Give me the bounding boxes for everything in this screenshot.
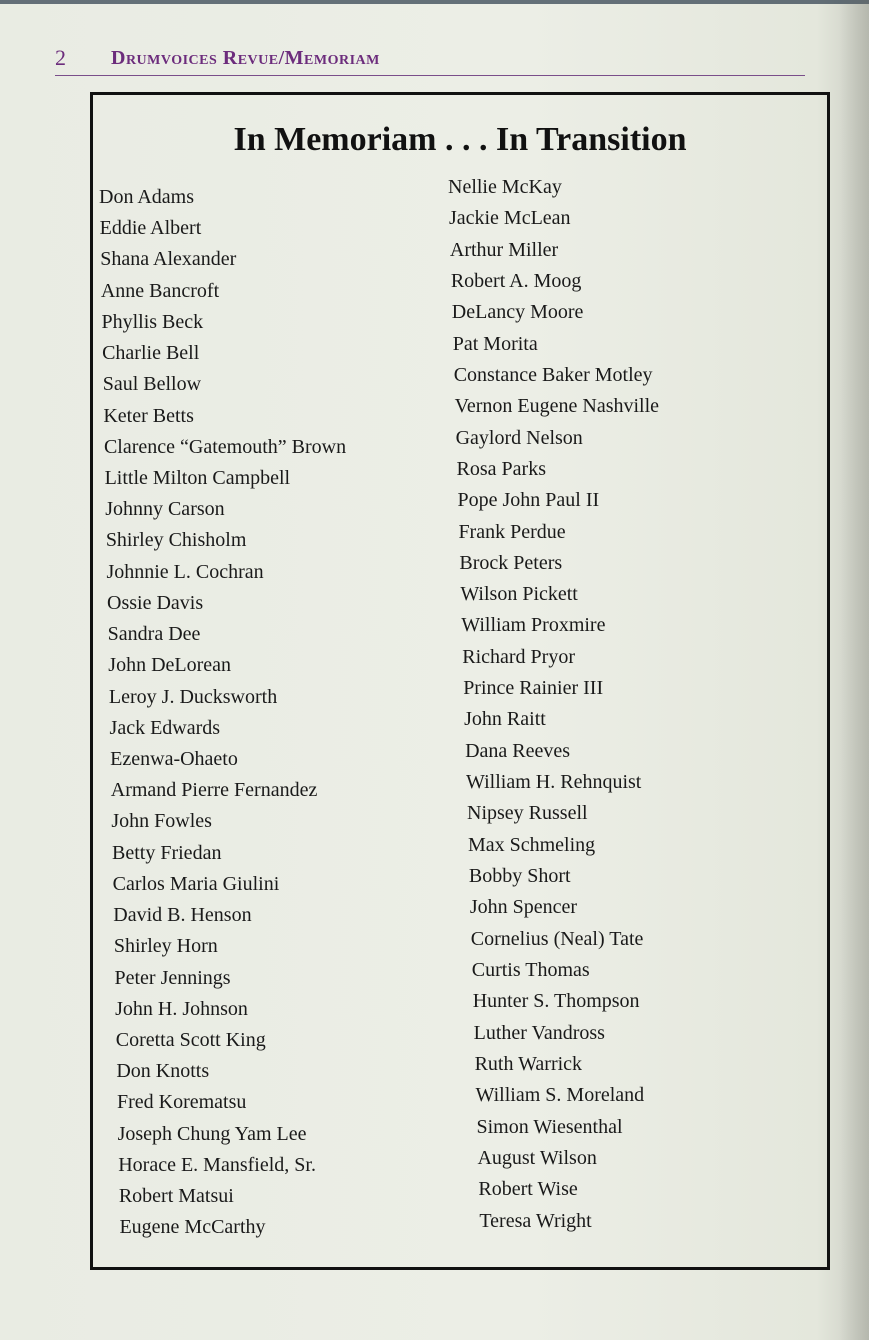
memoriam-name: John H. Johnson (115, 997, 248, 1020)
memoriam-name: Ezenwa-Ohaeto (110, 747, 238, 770)
memoriam-name: Johnny Carson (105, 498, 225, 521)
memoriam-name: Johnnie L. Cochran (106, 560, 264, 583)
memoriam-name: DeLancy Moore (451, 301, 584, 324)
memoriam-name: Constance Baker Motley (453, 363, 653, 386)
memoriam-name: John Fowles (111, 810, 212, 833)
memoriam-name: Prince Rainier III (463, 677, 604, 700)
memoriam-name: Robert Matsui (118, 1185, 234, 1208)
page-top-edge (0, 0, 869, 4)
memoriam-name: Joseph Chung Yam Lee (117, 1122, 307, 1145)
memoriam-name: Ossie Davis (107, 591, 204, 614)
memoriam-name: Brock Peters (459, 551, 563, 574)
memoriam-name: Simon Wiesenthal (476, 1115, 623, 1138)
memoriam-name: Coretta Scott King (115, 1028, 266, 1051)
memoriam-name: Carlos Maria Giulini (112, 872, 280, 895)
memoriam-name: Shana Alexander (100, 248, 237, 271)
memoriam-name: William H. Rehnquist (466, 771, 642, 794)
running-head (55, 37, 805, 76)
memoriam-name: Anne Bancroft (100, 279, 220, 302)
memoriam-name: Richard Pryor (462, 645, 576, 668)
memoriam-name: Keter Betts (103, 404, 194, 427)
memoriam-name: Jackie McLean (448, 207, 571, 230)
memoriam-name: Armand Pierre Fernandez (110, 779, 318, 802)
journal-title: Drumvoices Revue/Memoriam (111, 47, 380, 69)
memoriam-name: William S. Moreland (475, 1084, 645, 1107)
memoriam-name: Saul Bellow (102, 373, 202, 396)
memoriam-name: Arthur Miller (449, 238, 559, 261)
memoriam-name: Pat Morita (452, 332, 538, 355)
memoriam-name: Jack Edwards (109, 716, 221, 739)
memoriam-name: Horace E. Mansfield, Sr. (118, 1153, 316, 1176)
memoriam-name: Vernon Eugene Nashville (454, 395, 660, 418)
memoriam-name: Nellie McKay (448, 176, 562, 198)
memoriam-name: August Wilson (477, 1146, 597, 1169)
page-binding-shadow (839, 0, 869, 1340)
memoriam-box (90, 92, 830, 1270)
memoriam-name: Pope John Paul II (457, 489, 600, 512)
page-title: In Memoriam . . . In Transition (233, 121, 687, 158)
memoriam-name: Robert Wise (478, 1178, 578, 1201)
memoriam-name: Bobby Short (468, 865, 571, 888)
memoriam-name: Leroy J. Ducksworth (108, 685, 278, 708)
memoriam-name: Don Adams (99, 186, 194, 208)
memoriam-name: Frank Perdue (458, 520, 566, 543)
page-number: 2 (55, 45, 66, 70)
memoriam-name: John Raitt (464, 708, 546, 731)
memoriam-name: Hunter S. Thompson (472, 990, 640, 1013)
memoriam-name: Rosa Parks (456, 457, 546, 480)
memoriam-name: Don Knotts (116, 1060, 210, 1083)
memoriam-name: Max Schmeling (467, 833, 596, 856)
memoriam-name: William Proxmire (461, 614, 606, 637)
memoriam-name: Shirley Horn (113, 935, 218, 958)
memoriam-name: Eugene McCarthy (119, 1216, 266, 1239)
memoriam-name: Eddie Albert (99, 217, 202, 240)
memoriam-name: Luther Vandross (473, 1021, 605, 1044)
memoriam-name: Nipsey Russell (467, 802, 588, 825)
memoriam-name: John Spencer (469, 896, 578, 919)
memoriam-name: Charlie Bell (102, 342, 200, 365)
memoriam-name: Ruth Warrick (474, 1052, 583, 1075)
memoriam-name: Teresa Wright (479, 1209, 592, 1232)
memoriam-name: Curtis Thomas (471, 959, 590, 981)
memoriam-name: Clarence “Gatemouth” Brown (103, 435, 347, 458)
memoriam-name: John DeLorean (108, 654, 232, 677)
memoriam-name: Gaylord Nelson (455, 426, 583, 449)
memoriam-name: Robert A. Moog (450, 269, 582, 292)
memoriam-name: Sandra Dee (107, 623, 201, 646)
memoriam-name: Dana Reeves (465, 739, 571, 762)
memoriam-name: Wilson Pickett (460, 583, 578, 606)
memoriam-name: Cornelius (Neal) Tate (470, 927, 644, 950)
memoriam-name: David B. Henson (113, 904, 252, 927)
memoriam-name: Phyllis Beck (101, 310, 204, 333)
memoriam-name: Betty Friedan (112, 841, 222, 864)
memoriam-name: Fred Korematsu (116, 1091, 247, 1114)
memoriam-name: Shirley Chisholm (105, 529, 247, 552)
memoriam-name: Peter Jennings (114, 966, 231, 989)
memoriam-name: Little Milton Campbell (104, 466, 291, 489)
